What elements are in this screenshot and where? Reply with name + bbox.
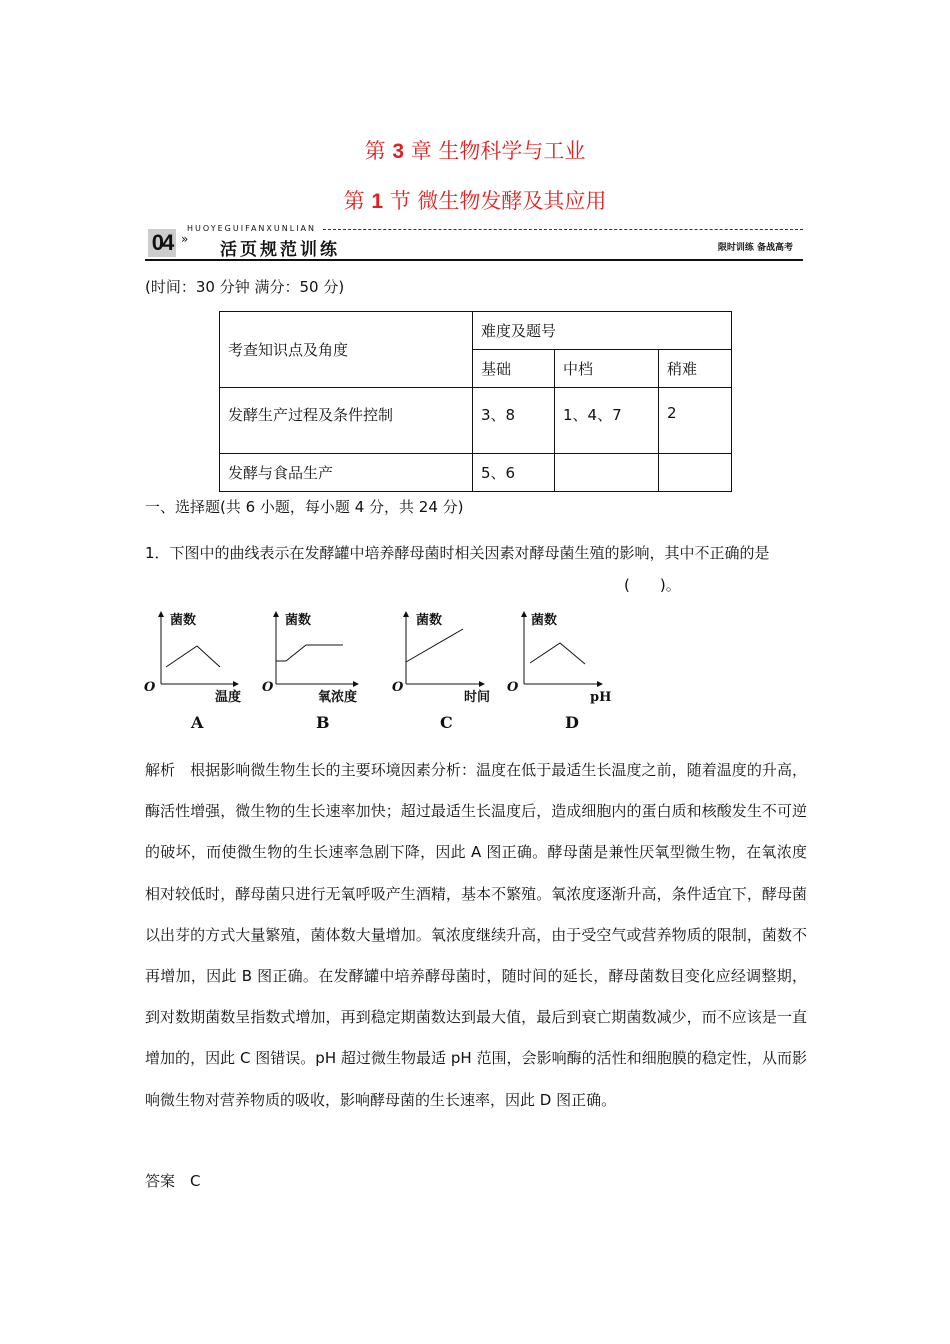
table-header: 中档 bbox=[555, 350, 659, 388]
y-axis-label: 菌数 bbox=[416, 613, 443, 628]
origin-label: O bbox=[144, 680, 156, 695]
table-cell: 发酵与食品生产 bbox=[220, 454, 473, 492]
table-cell bbox=[555, 454, 659, 492]
x-axis-label: 温度 bbox=[215, 690, 242, 705]
table-row bbox=[220, 454, 732, 492]
banner-underline bbox=[145, 259, 803, 261]
section-title: 第 1 节 微生物发酵及其应用 bbox=[343, 189, 607, 213]
y-axis-label: 菌数 bbox=[170, 613, 197, 628]
answer-text: 答案 C bbox=[145, 1172, 201, 1190]
table-header: 稍难 bbox=[659, 350, 732, 388]
table-cell: 2 bbox=[659, 388, 732, 454]
dashed-divider bbox=[323, 229, 803, 230]
table-cell: 发酵生产过程及条件控制 bbox=[220, 388, 473, 454]
table-header: 难度及题号 bbox=[473, 312, 732, 350]
figure-label: C bbox=[440, 713, 453, 732]
time-info: (时间：30 分钟 满分：50 分) bbox=[145, 278, 345, 296]
figure-label: B bbox=[316, 713, 330, 732]
table-header: 基础 bbox=[473, 350, 555, 388]
banner-slogan: 限时训练 备战高考 bbox=[717, 243, 793, 253]
x-axis-label: 氧浓度 bbox=[318, 690, 358, 705]
y-axis-label: 菌数 bbox=[285, 613, 312, 628]
table-header: 考查知识点及角度 bbox=[220, 312, 473, 388]
answer-blank: ( )。 bbox=[624, 576, 681, 594]
figure-label: D bbox=[565, 713, 579, 732]
banner-pinyin: HUOYEGUIFANXUNLIAN bbox=[187, 224, 317, 233]
banner-number: 04 bbox=[148, 229, 176, 257]
question-text: 1．下图中的曲线表示在发酵罐中培养酵母菌时相关因素对酵母菌生殖的影响，其中不正确的是 bbox=[145, 544, 770, 562]
x-axis-label: pH bbox=[590, 690, 612, 705]
figures bbox=[140, 600, 620, 740]
chevron-icon: » bbox=[181, 232, 189, 246]
table-cell: 5、6 bbox=[473, 454, 555, 492]
table-row bbox=[220, 388, 732, 454]
table-cell: 3、8 bbox=[473, 388, 555, 454]
analysis-text: 解析 根据影响微生物生长的主要环境因素分析：温度在低于最适生长温度之前，随着温度的升高，酶活性增强，微生物的生长速率加快；超过最适生长温度后，造成细胞内的蛋白质和核酸发生不可逆的破坏，而使微生物的生长速率急剧下降，因此 A 图正确。酵母菌是兼性厌氧型微生物，在氧浓度相对较低时，酵母菌只进行无氧呼吸产生酒精，基本不繁殖。氧浓度逐渐升高，条件适宜下，酵母菌以出芽的方式大量繁殖，菌体数大量增加。氧浓度继续升高，由于受空气或营养物质的限制，菌数不再增加，因此 B 图正确。在发酵罐中培养酵母菌时，随时间的延长，酵母菌数目变化应经调整期，到对数期菌数呈指数式增加，再到稳定期菌数达到最大值，最后到衰亡期菌数减少，而不应该是一直增加的，因此 C 图错误。pH 超过微生物最适 pH 范围，会影响酶的活性和细胞膜的稳定性，从而影响微生物对营养物质的吸收，影响酵母菌的生长速率，因此 D 图正确。 bbox=[145, 761, 807, 1109]
origin-label: O bbox=[392, 680, 404, 695]
banner-name: 活页规范训练 bbox=[220, 240, 340, 260]
chapter-title: 第 3 章 生物科学与工业 bbox=[364, 139, 586, 163]
figure-label: A bbox=[191, 713, 204, 732]
section-banner bbox=[145, 226, 803, 262]
origin-label: O bbox=[507, 680, 519, 695]
origin-label: O bbox=[262, 680, 274, 695]
x-axis-label: 时间 bbox=[464, 690, 491, 705]
y-axis-label: 菌数 bbox=[531, 613, 558, 628]
section-heading: 一、选择题(共 6 小题，每小题 4 分，共 24 分) bbox=[145, 498, 464, 516]
table-cell bbox=[659, 454, 732, 492]
difficulty-table bbox=[219, 311, 732, 492]
table-cell: 1、4、7 bbox=[555, 388, 659, 454]
